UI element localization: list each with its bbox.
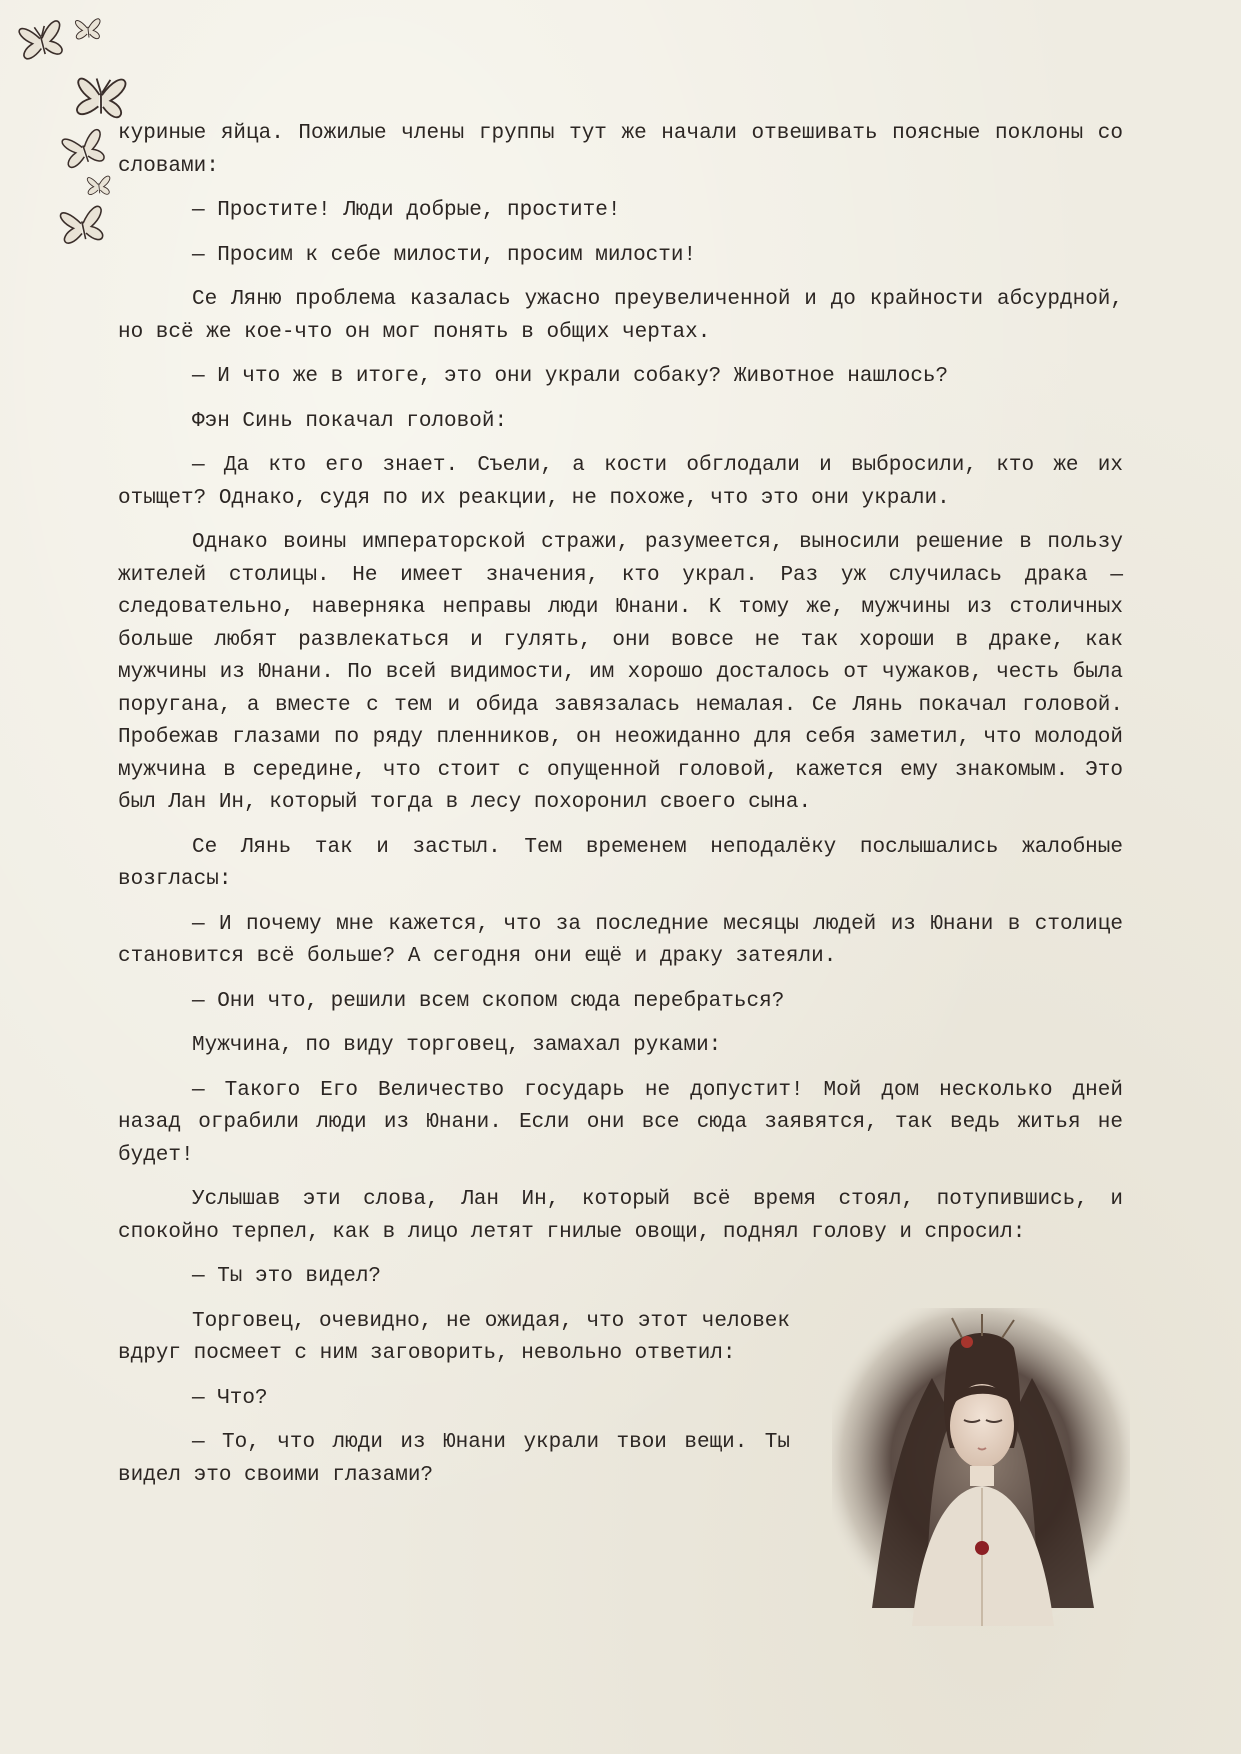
paragraph: Се Ляню проблема казалась ужасно преувеличенной и до крайности абсурдной, но всё же кое-что он мог понять в общих чертах. [118,288,1123,344]
story-text [118,118,1123,1504]
paragraph: Фэн Синь покачал головой: [192,409,508,433]
butterfly-icon [18,21,63,60]
butterfly-icon [75,75,126,118]
dialogue-line: — И что же в итоге, это они украли собаку? Животное нашлось? [192,365,949,388]
butterfly-icon [61,129,106,168]
butterfly-icon [60,206,104,244]
paragraph: куриные яйца. Пожилые члены группы тут же начали отвешивать поясные поклоны со словами: [118,122,1123,178]
paragraph: Мужчина, по виду торговец, замахал руками: [192,1034,722,1057]
dialogue-line: — И почему мне кажется, что за последние месяцы людей из Юнани в столице становится всё больше? А сегодня они ещё и драку затеяли. [118,912,1123,968]
paragraph: Однако воины императорской стражи, разумеется, выносили решение в пользу жителей столицы. Не имеет значения, кто украл. Раз уж случилась драка — следовательно, наверняка неправы люди Юнани. К тому же, мужчины из столичных больше любят развлекаться и гулять, они вовсе не так хороши в драке, как мужчины из Юнани. По всей видимости, им хорошо досталось от чужаков, честь была поругана, а вместе с тем и обида завязалась немалая. Се Лянь покачал головой. Пробежав глазами по ряду пленников, он неожиданно для себя заметил, что молодой мужчина в середине, что стоит с опущенной головой, кажется ему знакомым. Это был Лан Ин, который тогда в лесу похоронил своего сына. [118,531,1123,814]
dialogue-line: — Простите! Люди добрые, простите! [192,199,621,222]
butterfly-icon [87,176,110,194]
dialogue-line: — Что? [192,1386,268,1410]
dialogue-line: — Такого Его Величество государь не допустит! Мой дом несколько дней назад ограбили люди из Юнани. Если они все сюда заявятся, так ведь житья не будет! [118,1078,1123,1167]
dialogue-line: — Просим к себе милости, просим милости! [192,243,697,267]
dialogue-line: — Они что, решили всем скопом сюда перебраться? [192,989,785,1013]
dialogue-line: — То, что люди из Юнани украли твои вещи. Ты видел это своими глазами? [118,1431,790,1487]
paragraph: Се Лянь так и застыл. Тем временем неподалёку послышались жалобные возгласы: [118,835,1123,891]
paragraph: Услышав эти слова, Лан Ин, который всё время стоял, потупившись, и спокойно терпел, как в лицо летят гнилые овощи, поднял голову и спросил: [118,1188,1123,1244]
paragraph: Торговец, очевидно, не ожидая, что этот человек вдруг посмеет с ним заговорить, невольно ответил: [118,1309,790,1365]
dialogue-line: — Да кто его знает. Съели, а кости обглодали и выбросили, кто же их отыщет? Однако, судя по их реакции, не похоже, что это они украли. [118,454,1123,510]
dialogue-line: — Ты это видел? [192,1265,382,1288]
butterfly-icon [75,19,100,39]
portrait-illustration [832,1308,1130,1626]
